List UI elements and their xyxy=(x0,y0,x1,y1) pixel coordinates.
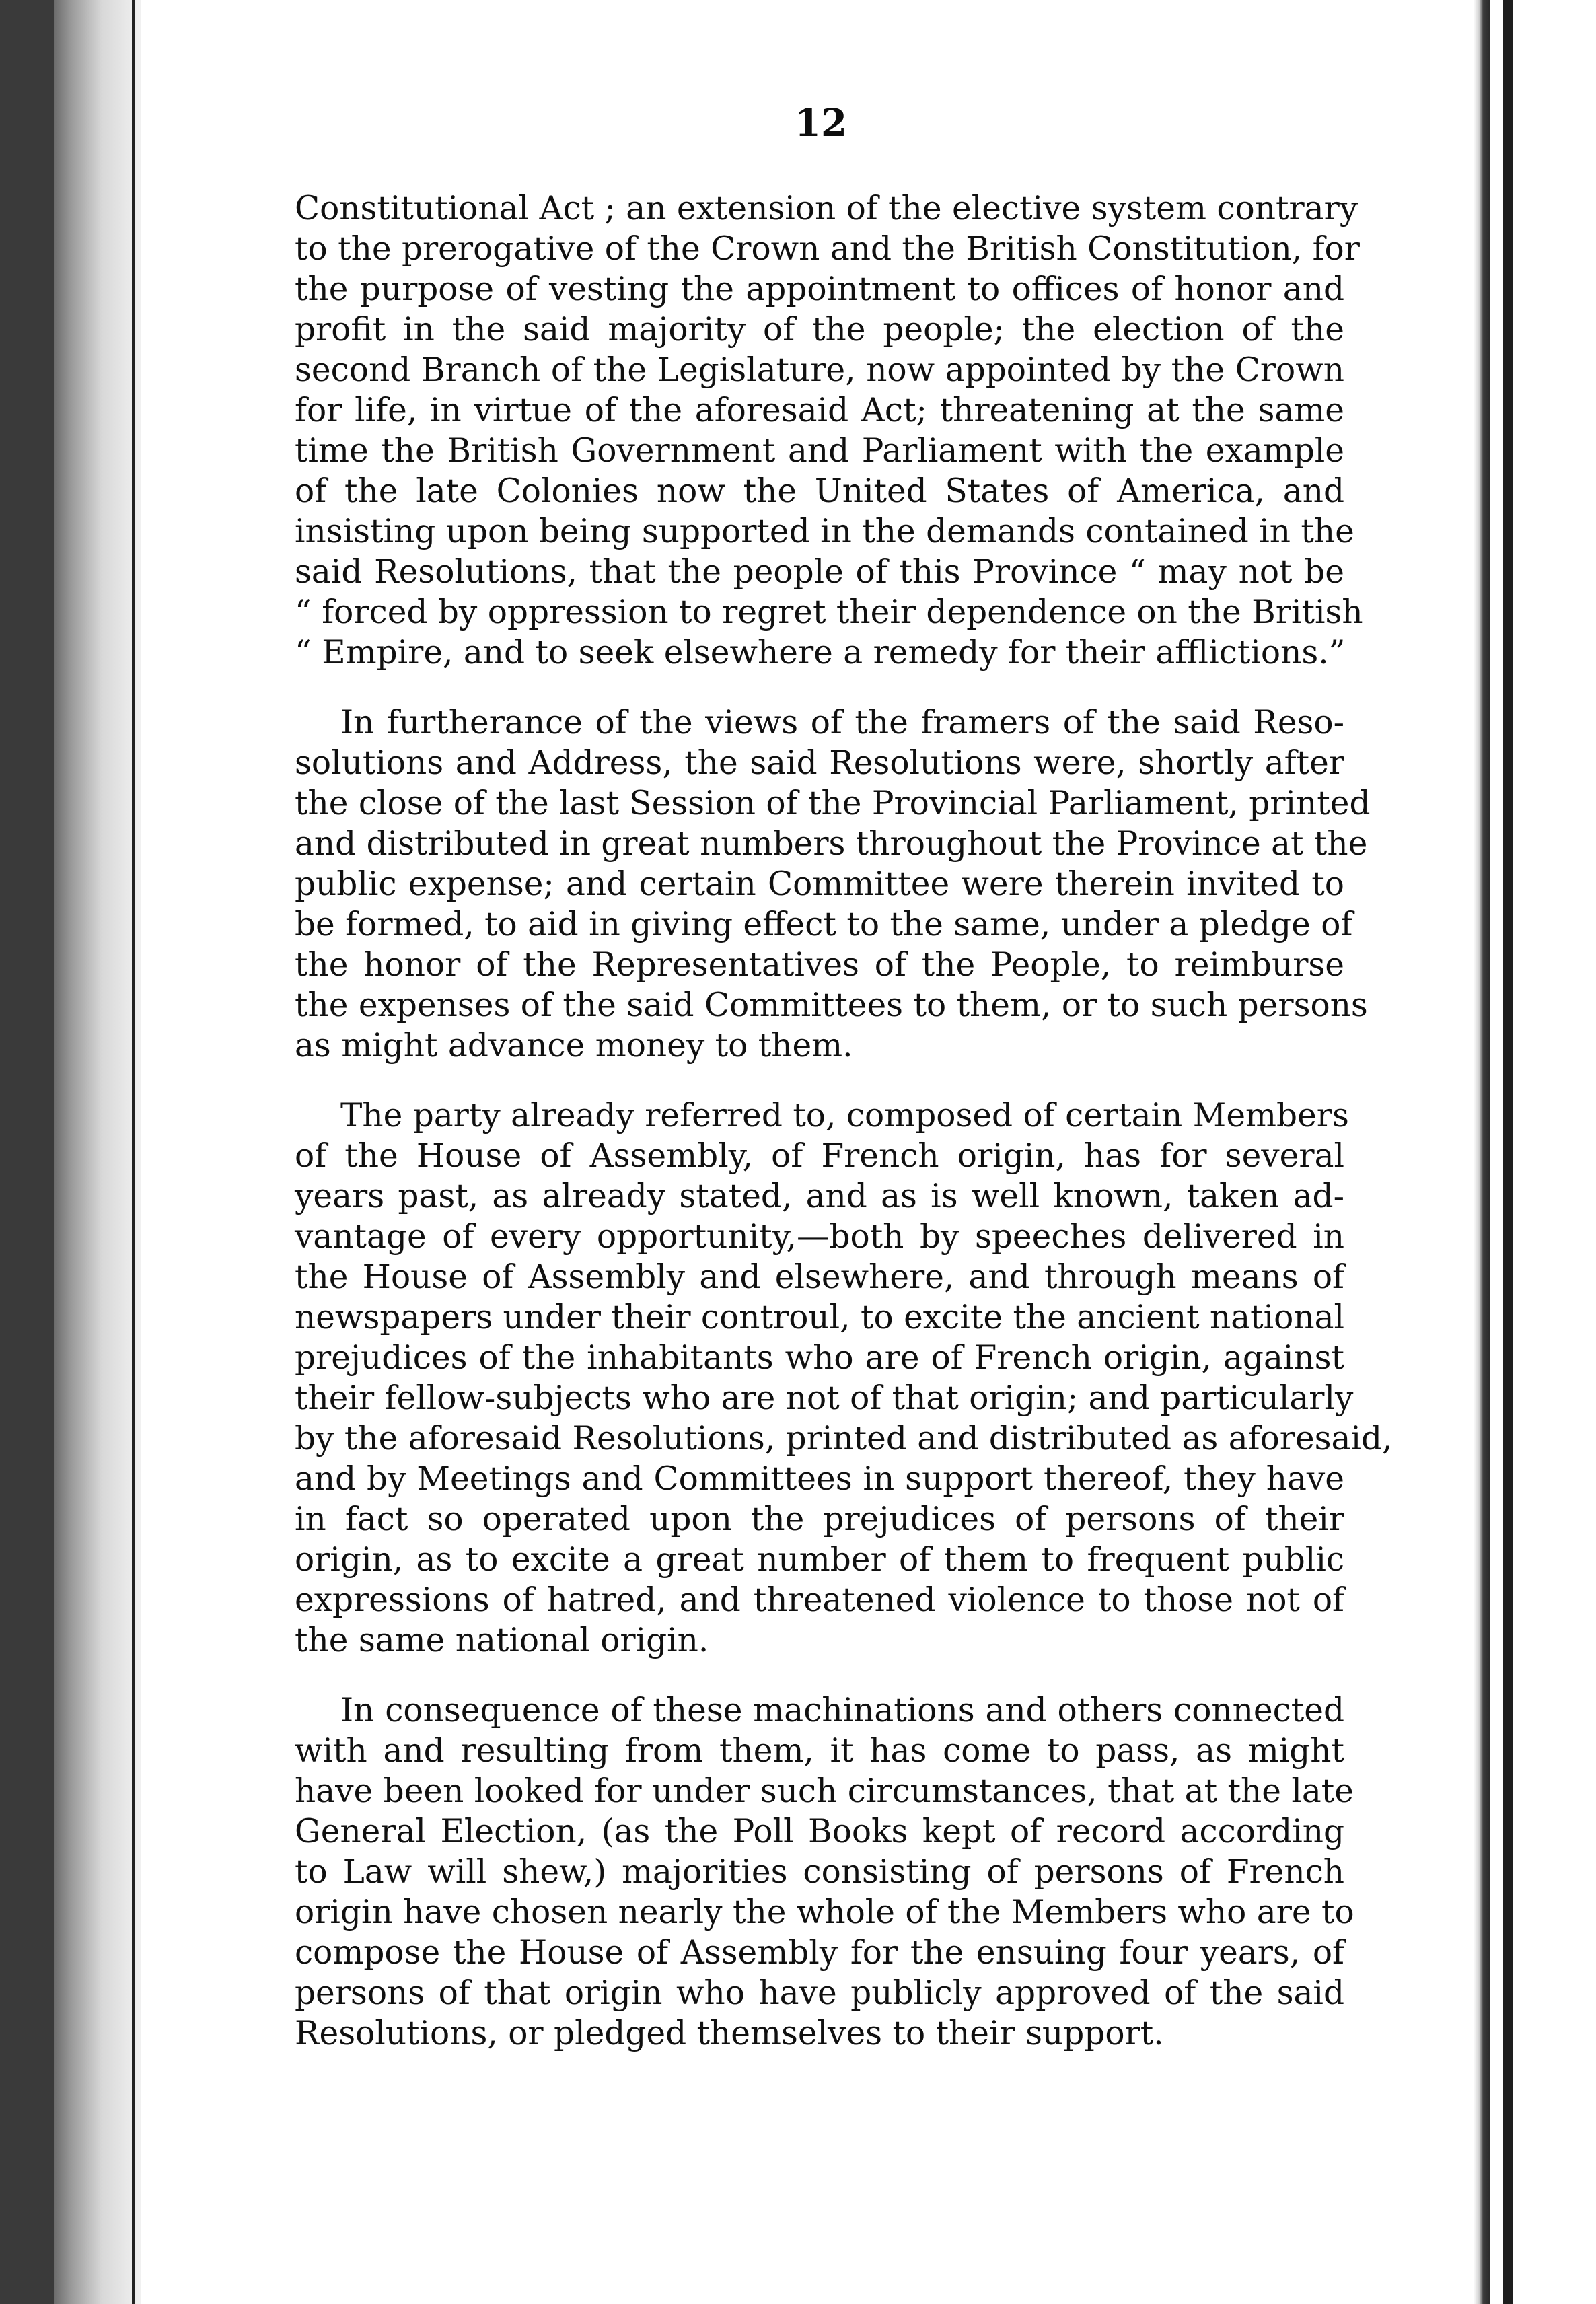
text-line: solutions and Address, the said Resolutions were, shortly after xyxy=(295,744,1344,782)
text-line: General Election, (as the Poll Books kept of record according xyxy=(295,1813,1344,1850)
text-line: public expense; and certain Committee were therein invited to xyxy=(295,865,1344,903)
text-line: insisting upon being supported in the demands contained in the xyxy=(295,513,1354,550)
text-line: by the aforesaid Resolutions, printed and distributed as aforesaid, xyxy=(295,1420,1393,1457)
text-line: origin have chosen nearly the whole of the Members who are to xyxy=(295,1894,1354,1931)
text-line: profit in the said majority of the people; the election of the xyxy=(295,311,1344,349)
text-line: The party already referred to, composed of certain Members xyxy=(340,1097,1349,1135)
text-line: compose the House of Assembly for the ensuing four years, of xyxy=(295,1934,1344,1972)
text-line: time the British Government and Parliament with the example xyxy=(295,432,1344,470)
text-line: of the late Colonies now the United States of America, and xyxy=(295,472,1344,510)
binding-gradient xyxy=(54,0,141,2304)
text-line: prejudices of the inhabitants who are of French origin, against xyxy=(295,1339,1344,1377)
text-line: Constitutional Act ; an extension of the elective system contrary xyxy=(295,190,1358,227)
text-line: newspapers under their controul, to excite the ancient national xyxy=(295,1299,1344,1336)
text-line: as might advance money to them. xyxy=(295,1027,853,1065)
text-line: origin, as to excite a great number of them to frequent public xyxy=(295,1541,1344,1579)
text-line: In consequence of these machinations and others connected xyxy=(340,1692,1344,1729)
page-body xyxy=(295,188,1393,2054)
text-line: the expenses of the said Committees to them, or to such persons xyxy=(295,986,1368,1024)
text-line: the purpose of vesting the appointment to offices of honor and xyxy=(295,271,1344,308)
paragraph-3 xyxy=(295,1095,1393,1661)
text-line: to Law will shew,) majorities consisting of persons of French xyxy=(295,1853,1344,1891)
text-line: the House of Assembly and elsewhere, and through means of xyxy=(295,1258,1344,1296)
text-line: In furtherance of the views of the framers of the said Reso- xyxy=(340,704,1344,742)
page-number: 12 xyxy=(795,101,847,145)
text-line: to the prerogative of the Crown and the British Constitution, for xyxy=(295,230,1360,268)
text-line: and by Meetings and Committees in support thereof, they have xyxy=(295,1460,1344,1498)
text-line: have been looked for under such circumstances, that at the late xyxy=(295,1772,1354,1810)
page-edge-shadow xyxy=(1474,0,1490,2304)
paragraph-1 xyxy=(295,188,1363,673)
text-line: the same national origin. xyxy=(295,1622,709,1659)
text-line: persons of that origin who have publicly approved of the said xyxy=(295,1974,1344,2012)
gutter-line xyxy=(132,0,135,2304)
page-edge-gap xyxy=(1490,0,1503,2304)
text-line: the honor of the Representatives of the People, to reimburse xyxy=(295,946,1344,984)
text-line: vantage of every opportunity,—both by speeches delivered in xyxy=(295,1218,1344,1256)
text-line: with and resulting from them, it has come to pass, as might xyxy=(295,1732,1344,1770)
text-line: for life, in virtue of the aforesaid Act; threatening at the same xyxy=(295,392,1344,429)
text-line: their fellow-subjects who are not of that origin; and particularly xyxy=(295,1379,1354,1417)
paragraph-2 xyxy=(295,703,1371,1066)
text-line: in fact so operated upon the prejudices of persons of their xyxy=(295,1501,1344,1538)
paragraph-4 xyxy=(295,1690,1354,2054)
page-edge-dark xyxy=(1503,0,1513,2304)
text-line: Resolutions, or pledged themselves to their support. xyxy=(295,2015,1164,2052)
text-line: years past, as already stated, and as is well known, taken ad- xyxy=(295,1178,1344,1215)
text-line: “ Empire, and to seek elsewhere a remedy for their afflictions.” xyxy=(295,634,1346,672)
binding-shadow xyxy=(0,0,54,2304)
text-line: said Resolutions, that the people of this Province “ may not be xyxy=(295,553,1344,591)
text-line: the close of the last Session of the Provincial Parliament, printed xyxy=(295,785,1371,822)
text-line: and distributed in great numbers throughout the Province at the xyxy=(295,825,1368,863)
text-line: be formed, to aid in giving effect to the same, under a pledge of xyxy=(295,906,1353,943)
text-line: of the House of Assembly, of French origin, has for several xyxy=(295,1137,1344,1175)
text-line: expressions of hatred, and threatened violence to those not of xyxy=(295,1581,1344,1619)
text-line: “ forced by oppression to regret their dependence on the British xyxy=(295,593,1363,631)
text-line: second Branch of the Legislature, now appointed by the Crown xyxy=(295,351,1344,389)
